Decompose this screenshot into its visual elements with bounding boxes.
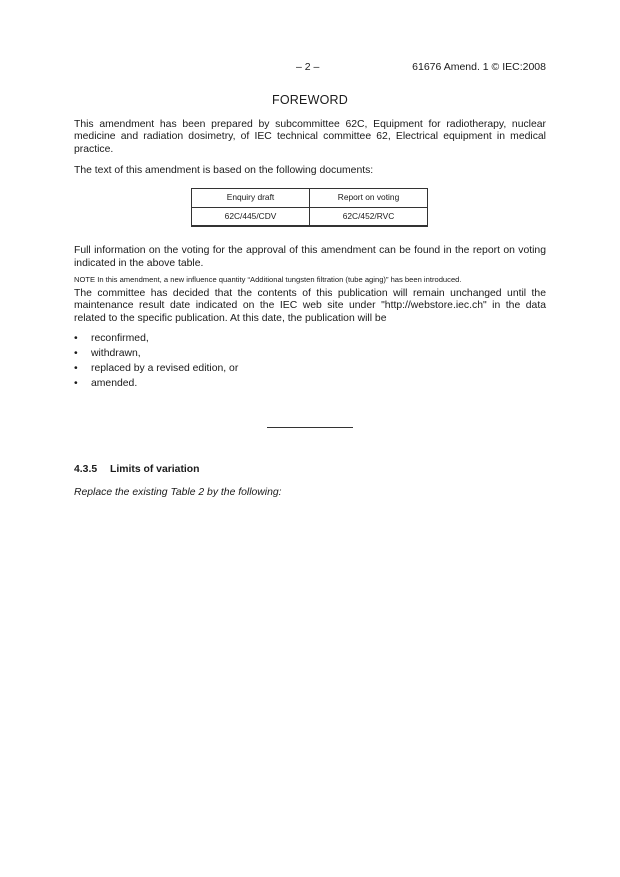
foreword-paragraph-4: The committee has decided that the contents of this publication will remain unchanged until the maintenance result date indicated on the IEC web site under "http://webstore.iec.ch" in the data related to the specific publication. At this date, the publication will be <box>74 287 546 324</box>
list-item-text: amended. <box>91 378 138 390</box>
bullet-list <box>74 331 546 392</box>
bullet-icon: • <box>74 347 78 359</box>
list-item <box>74 346 546 361</box>
page-number: – 2 – <box>296 61 320 73</box>
list-item <box>74 376 546 391</box>
table-cell: 62C/445/CDV <box>192 207 310 226</box>
clause-heading <box>74 464 546 477</box>
table-header-cell: Enquiry draft <box>192 188 310 207</box>
list-item-text: reconfirmed, <box>91 332 149 344</box>
document-reference: 61676 Amend. 1 © IEC:2008 <box>412 61 546 73</box>
voting-documents-table <box>191 188 428 227</box>
list-item-text: replaced by a revised edition, or <box>91 362 239 374</box>
table-row <box>192 207 428 226</box>
bullet-icon: • <box>74 332 78 344</box>
table-header-cell: Report on voting <box>310 188 428 207</box>
foreword-paragraph-2: The text of this amendment is based on the following documents: <box>74 165 374 177</box>
clause-number: 4.3.5 <box>74 464 98 476</box>
foreword-title: FOREWORD <box>272 93 348 107</box>
bullet-icon: • <box>74 378 78 390</box>
list-item <box>74 331 546 346</box>
foreword-paragraph-3: Full information on the voting for the approval of this amendment can be found in the report on voting indicated in the above table. <box>74 245 546 269</box>
page-content <box>74 94 546 499</box>
bullet-icon: • <box>74 362 78 374</box>
table-header-row <box>192 188 428 207</box>
note: NOTE In this amendment, a new influence quantity “Additional tungsten filtration (tube aging)” has been introduced. <box>74 275 462 285</box>
table-cell: 62C/452/RVC <box>310 207 428 226</box>
page-header <box>0 61 620 75</box>
clause-title: Limits of variation <box>110 464 200 476</box>
foreword-paragraph-1: This amendment has been prepared by subcommittee 62C, Equipment for radiotherapy, nuclear medicine and radiation dosimetry, of IEC technical committee 62, Electrical equipment in medical practice. <box>74 118 546 155</box>
amendment-instruction: Replace the existing Table 2 by the following: <box>74 486 282 498</box>
section-separator <box>267 427 353 428</box>
list-item-text: withdrawn, <box>91 347 141 359</box>
list-item <box>74 361 546 376</box>
